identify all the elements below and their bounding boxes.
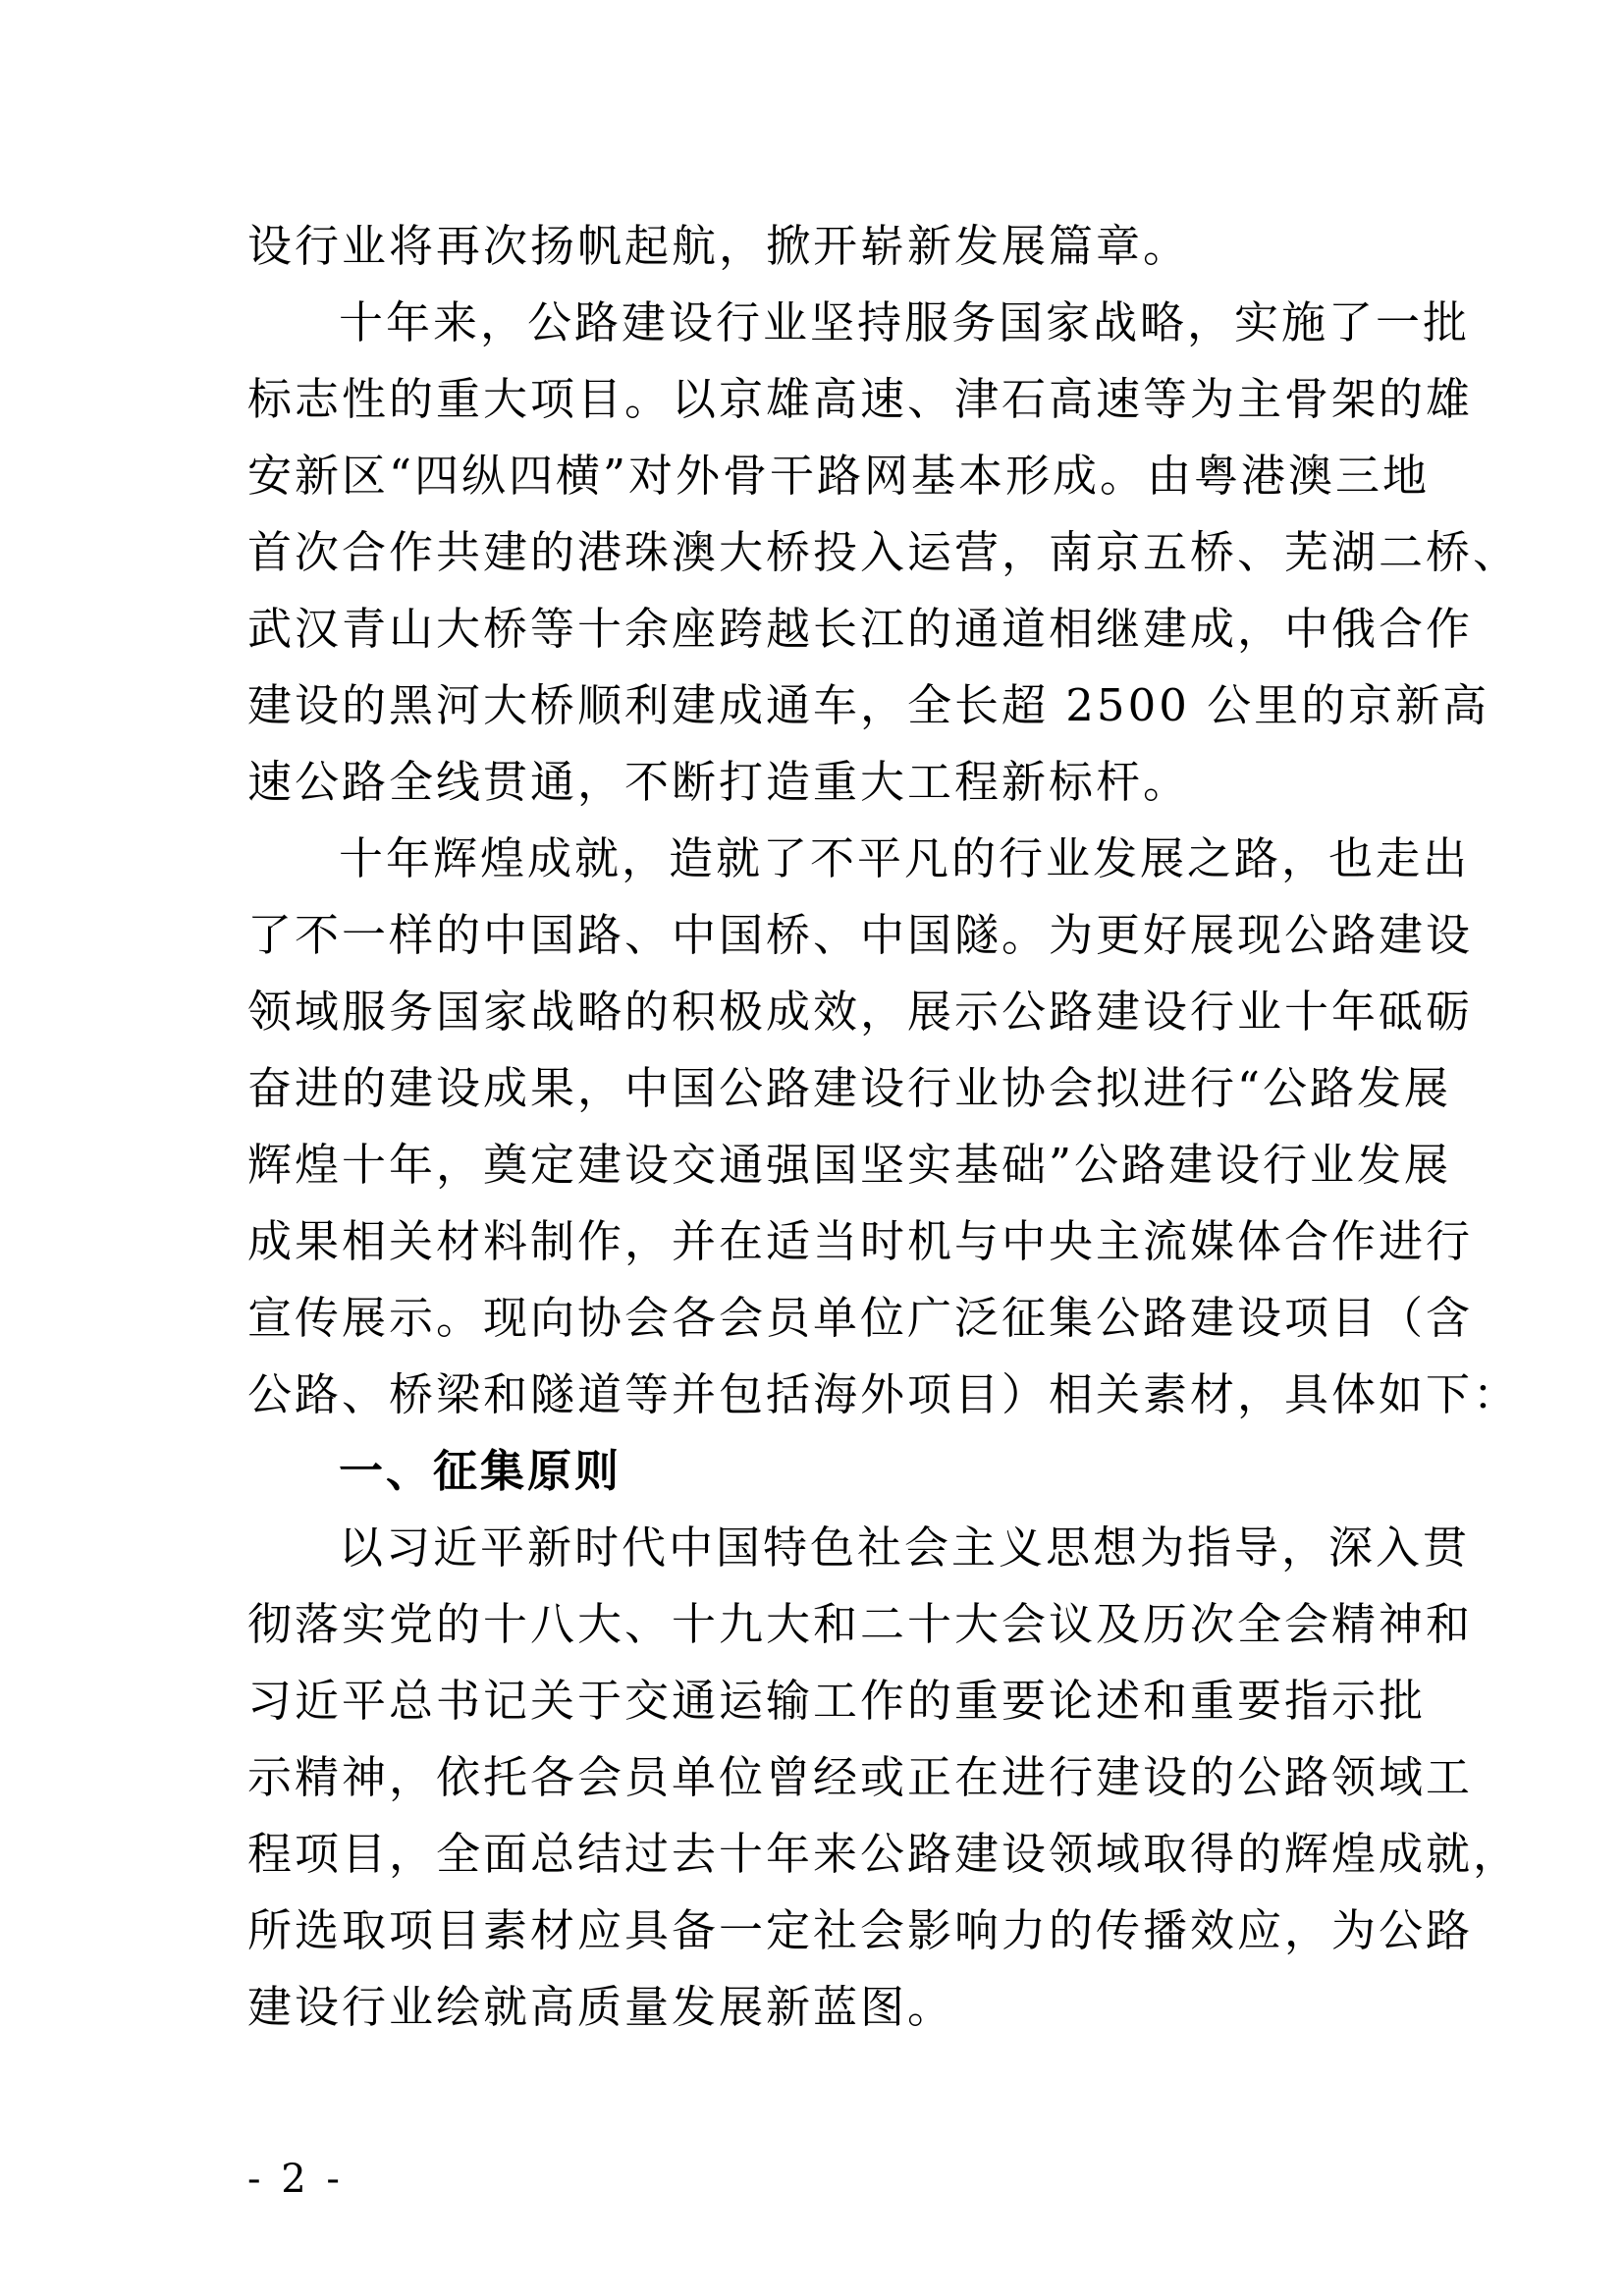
text-line: 所选取项目素材应具备一定社会影响力的传播效应，为公路 (247, 1904, 1474, 1956)
text-line: 彻落实党的十八大、十九大和二十大会议及历次全会精神和 (247, 1598, 1474, 1650)
text-line: 武汉青山大桥等十余座跨越长江的通道相继建成，中俄合作 (247, 603, 1474, 655)
paragraph-first-line: 十年来，公路建设行业坚持服务国家战略，实施了一批 (339, 296, 1471, 348)
text-line: 公路、桥梁和隧道等并包括海外项目）相关素材，具体如下： (247, 1368, 1521, 1420)
text-line: 建设的黑河大桥顺利建成通车，全长超 2500 公里的京新高 (247, 679, 1490, 731)
paragraph-first-line: 以习近平新时代中国特色社会主义思想为指导，深入贯 (339, 1522, 1471, 1574)
text-line: 习近平总书记关于交通运输工作的重要论述和重要指示批 (247, 1675, 1427, 1727)
text-line: 设行业将再次扬帆起航，掀开崭新发展篇章。 (247, 220, 1191, 272)
text-line: 标志性的重大项目。以京雄高速、津石高速等为主骨架的雄 (247, 373, 1474, 425)
text-line: 辉煌十年，奠定建设交通强国坚实基础”公路建设行业发展 (247, 1139, 1452, 1191)
page-number: - 2 - (247, 2157, 344, 2202)
text-line: 奋进的建设成果，中国公路建设行业协会拟进行“公路发展 (247, 1062, 1452, 1114)
section-heading: 一、征集原则 (339, 1445, 623, 1497)
text-line: 安新区“四纵四横”对外骨干路网基本形成。由粤港澳三地 (247, 450, 1431, 502)
paragraph-first-line: 十年辉煌成就，造就了不平凡的行业发展之路，也走出 (339, 832, 1471, 884)
text-line: 成果相关材料制作，并在适当时机与中央主流媒体合作进行 (247, 1215, 1474, 1267)
text-line: 示精神，依托各会员单位曾经或正在进行建设的公路领域工 (247, 1751, 1474, 1803)
text-line: 首次合作共建的港珠澳大桥投入运营，南京五桥、芜湖二桥、 (247, 526, 1521, 578)
text-line: 程项目，全面总结过去十年来公路建设领域取得的辉煌成就， (247, 1828, 1521, 1880)
text-line: 速公路全线贯通，不断打造重大工程新标杆。 (247, 756, 1191, 808)
text-line: 宣传展示。现向协会各会员单位广泛征集公路建设项目（含 (247, 1292, 1474, 1344)
text-line: 建设行业绘就高质量发展新蓝图。 (247, 1981, 955, 2033)
text-line: 了不一样的中国路、中国桥、中国隧。为更好展现公路建设 (247, 909, 1474, 961)
text-line: 领域服务国家战略的积极成效，展示公路建设行业十年砥砺 (247, 986, 1474, 1038)
